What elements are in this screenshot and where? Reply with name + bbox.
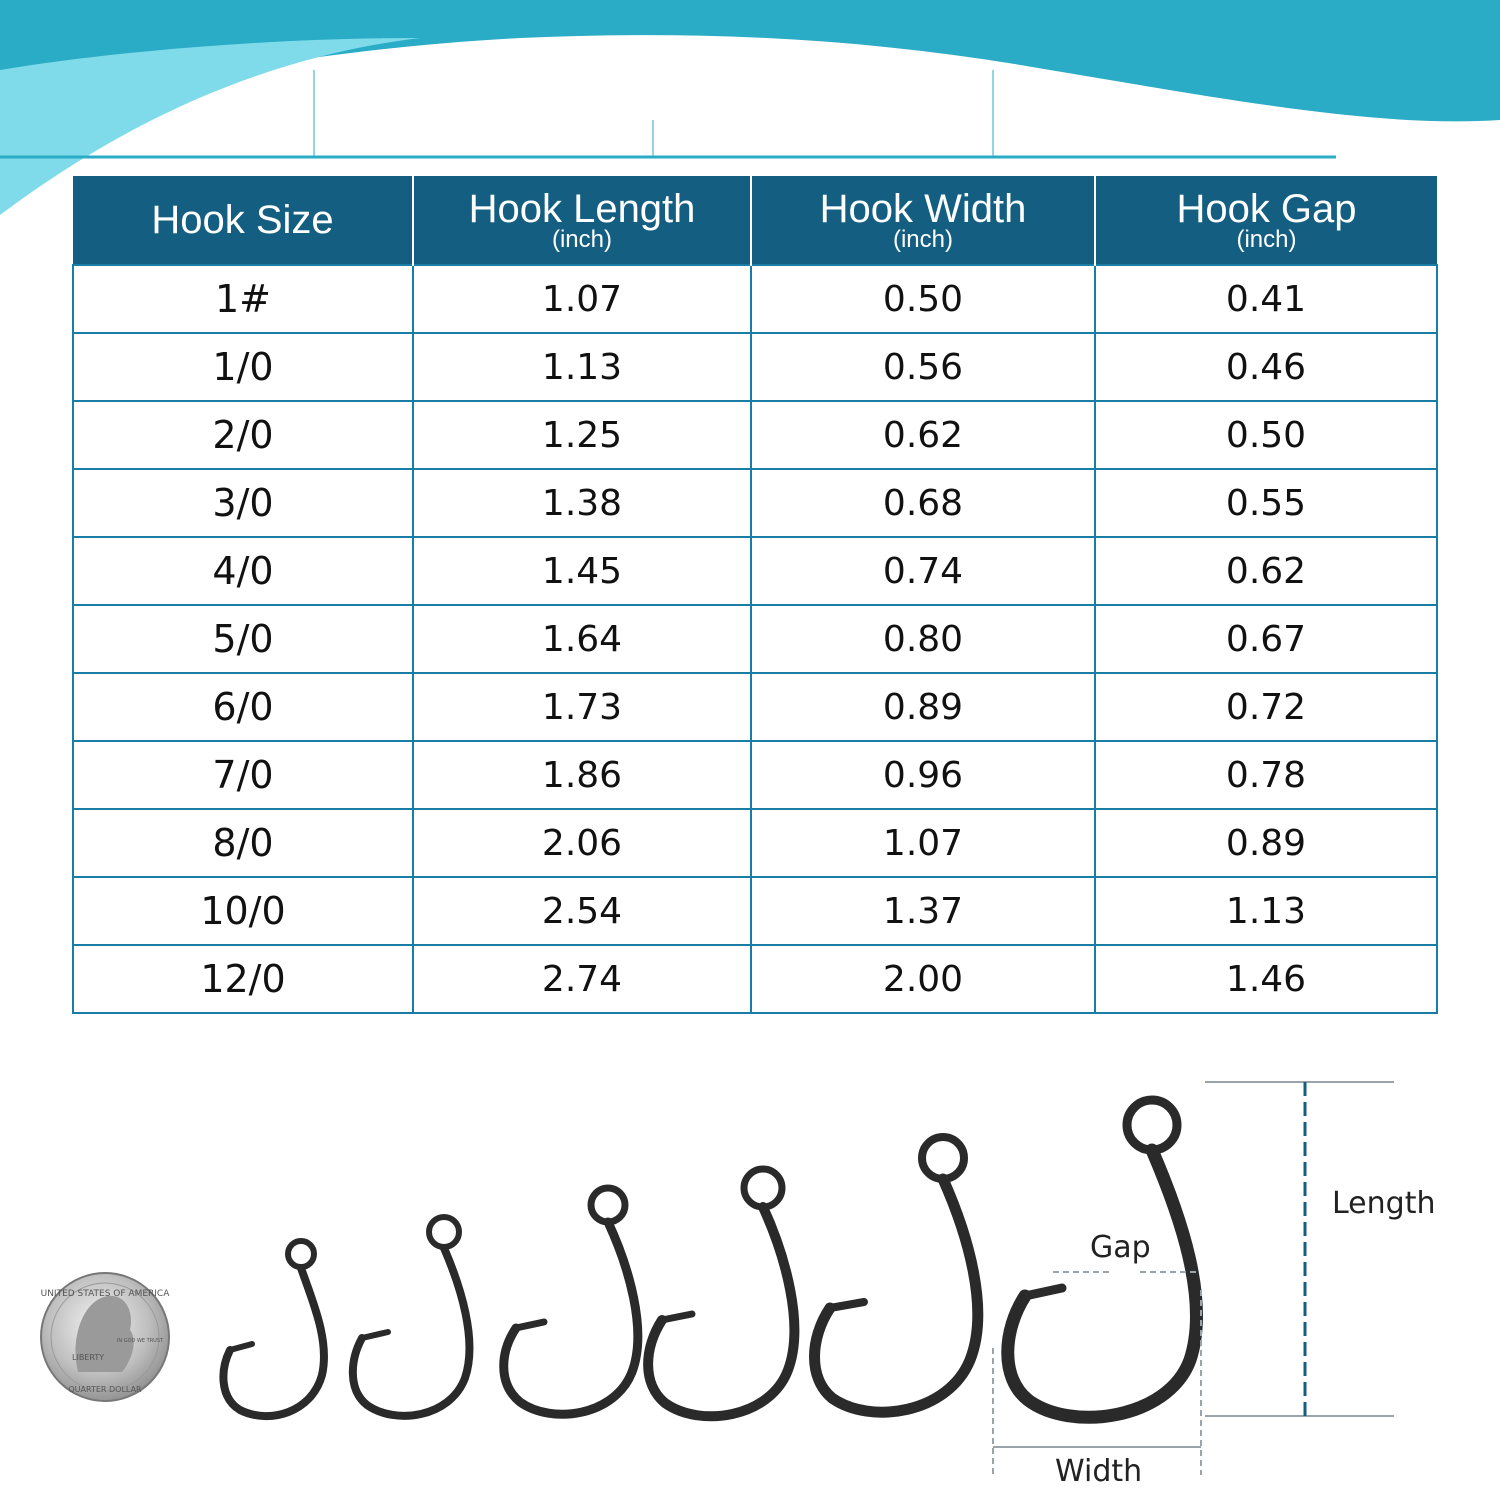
cell-hook-gap: 0.46: [1095, 333, 1437, 401]
cell-hook-gap: 0.78: [1095, 741, 1437, 809]
cell-hook-gap: 0.72: [1095, 673, 1437, 741]
table-row: [73, 537, 1437, 605]
hook-icon: [223, 1241, 324, 1416]
cell-hook-width: 1.07: [751, 809, 1095, 877]
coin-dollar-text: QUARTER DOLLAR: [68, 1385, 142, 1394]
cell-hook-width: 2.00: [751, 945, 1095, 1013]
table-row: [73, 877, 1437, 945]
table-row: [73, 469, 1437, 537]
cell-hook-gap: 0.50: [1095, 401, 1437, 469]
table-row: [73, 809, 1437, 877]
cell-hook-size: 5/0: [73, 605, 413, 673]
cell-hook-width: 0.89: [751, 673, 1095, 741]
cell-hook-gap: 0.62: [1095, 537, 1437, 605]
cell-hook-length: 1.25: [413, 401, 751, 469]
cell-hook-size: 6/0: [73, 673, 413, 741]
hook-icon: [815, 1137, 978, 1412]
coin-legend-text: UNITED STATES OF AMERICA: [40, 1289, 170, 1299]
cell-hook-length: 2.74: [413, 945, 751, 1013]
header-unit: (inch): [551, 226, 612, 253]
cell-hook-width: 0.74: [751, 537, 1095, 605]
cell-hook-size: 7/0: [73, 741, 413, 809]
cell-hook-length: 2.54: [413, 877, 751, 945]
header-hook-gap: [1095, 176, 1437, 265]
gap-label: Gap: [1090, 1230, 1151, 1265]
cell-hook-length: 1.64: [413, 605, 751, 673]
cell-hook-length: 1.38: [413, 469, 751, 537]
hook-icon: [353, 1217, 470, 1416]
table-row: [73, 605, 1437, 673]
table-row: [73, 401, 1437, 469]
cell-hook-width: 0.50: [751, 265, 1095, 333]
hook-size-illustration: [0, 1060, 1500, 1487]
table-row: [73, 673, 1437, 741]
cell-hook-width: 0.80: [751, 605, 1095, 673]
header-label: Hook Length: [468, 187, 696, 231]
table-row: [73, 333, 1437, 401]
cell-hook-width: 0.56: [751, 333, 1095, 401]
table-row: [73, 265, 1437, 333]
header-label: Hook Gap: [1176, 187, 1357, 231]
table-header-row: [73, 176, 1437, 265]
cell-hook-gap: 0.41: [1095, 265, 1437, 333]
cell-hook-gap: 1.13: [1095, 877, 1437, 945]
cell-hook-size: 3/0: [73, 469, 413, 537]
cell-hook-length: 1.07: [413, 265, 751, 333]
header-hook-width: [751, 176, 1095, 265]
header-unit: (inch): [892, 226, 953, 253]
coin-trust-text: IN GOD WE TRUST: [116, 1338, 164, 1344]
cell-hook-size: 1/0: [73, 333, 413, 401]
coin-liberty-text: LIBERTY: [72, 1353, 105, 1362]
cell-hook-size: 8/0: [73, 809, 413, 877]
cell-hook-size: 1#: [73, 265, 413, 333]
cell-hook-size: 12/0: [73, 945, 413, 1013]
hook-icon: [648, 1169, 794, 1416]
hook-size-table: [72, 176, 1438, 1014]
cell-hook-width: 0.96: [751, 741, 1095, 809]
cell-hook-size: 10/0: [73, 877, 413, 945]
cell-hook-length: 1.45: [413, 537, 751, 605]
quarter-coin-icon: [41, 1273, 171, 1401]
header-label: Hook Size: [151, 198, 334, 242]
cell-hook-width: 0.68: [751, 469, 1095, 537]
cell-hook-length: 2.06: [413, 809, 751, 877]
cell-hook-width: 1.37: [751, 877, 1095, 945]
width-label: Width: [1055, 1454, 1143, 1489]
hook-icon: [504, 1188, 638, 1414]
cell-hook-length: 1.86: [413, 741, 751, 809]
header-hook-size: [73, 176, 413, 265]
cell-hook-gap: 0.55: [1095, 469, 1437, 537]
cell-hook-size: 2/0: [73, 401, 413, 469]
cell-hook-gap: 0.89: [1095, 809, 1437, 877]
table-row: [73, 741, 1437, 809]
header-unit: (inch): [1236, 226, 1297, 253]
cell-hook-gap: 0.67: [1095, 605, 1437, 673]
cell-hook-length: 1.73: [413, 673, 751, 741]
length-label: Length: [1332, 1186, 1436, 1221]
cell-hook-size: 4/0: [73, 537, 413, 605]
header-label: Hook Width: [819, 187, 1027, 231]
cell-hook-gap: 1.46: [1095, 945, 1437, 1013]
table-row: [73, 945, 1437, 1013]
header-hook-length: [413, 176, 751, 265]
cell-hook-length: 1.13: [413, 333, 751, 401]
cell-hook-width: 0.62: [751, 401, 1095, 469]
